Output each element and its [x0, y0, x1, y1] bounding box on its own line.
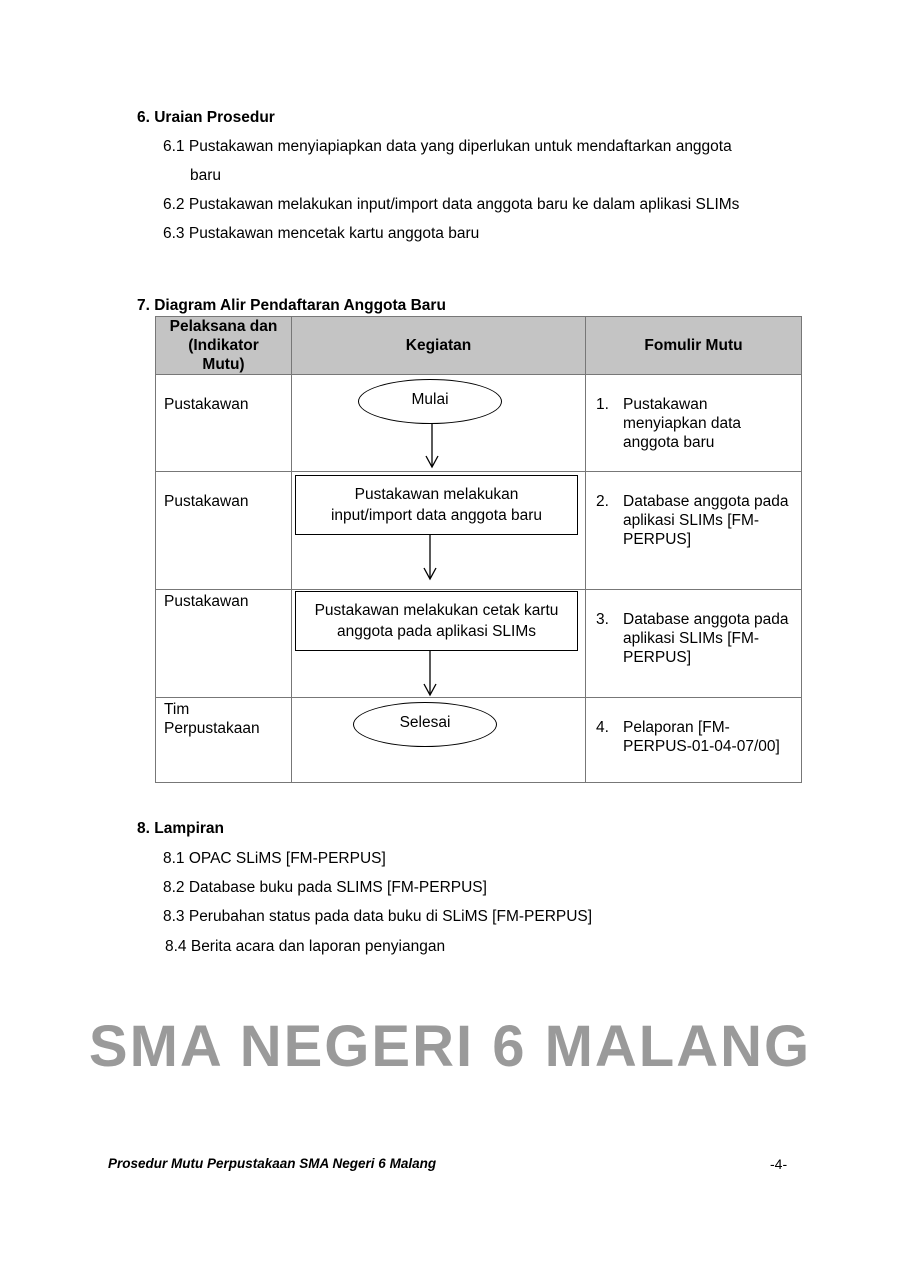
section-8-item: 8.3 Perubahan status pada data buku di SLiMS [FM-PERPUS] — [163, 908, 593, 925]
section-8-item: 8.1 OPAC SLiMS [FM-PERPUS] — [163, 850, 386, 867]
pelaksana-cell: Pustakawan — [156, 375, 292, 472]
footer-title: Prosedur Mutu Perpustakaan SMA Negeri 6 Malang — [108, 1156, 437, 1171]
formulir-item: 3. Database anggota pada aplikasi SLIMs [FM-PERPUS] — [596, 611, 789, 666]
formulir-item: 2. Database anggota pada aplikasi SLIMs [FM-PERPUS] — [596, 493, 789, 548]
process-print-box: Pustakawan melakukan cetak kartu anggota pada aplikasi SLIMs — [295, 591, 578, 651]
formulir-item: 4. Pelaporan [FM-PERPUS-01-04-07/00] — [596, 719, 780, 755]
section-8-item: 8.2 Database buku pada SLIMS [FM-PERPUS] — [163, 879, 487, 896]
section-8-item: 8.4 Berita acara dan laporan penyiangan — [165, 938, 446, 955]
pelaksana-cell: Tim Perpustakaan — [156, 698, 292, 783]
section-7-title: 7. Diagram Alir Pendaftaran Anggota Baru — [137, 297, 446, 314]
process-input-box: Pustakawan melakukan input/import data anggota baru — [295, 475, 578, 535]
header-pelaksana: Pelaksana dan (Indikator Mutu) — [156, 317, 292, 375]
header-formulir: Fomulir Mutu — [586, 317, 802, 375]
start-terminator: Mulai — [358, 379, 502, 424]
end-terminator: Selesai — [353, 702, 497, 747]
section-6-item: 6.2 Pustakawan melakukan input/import data anggota baru ke dalam aplikasi SLIMs — [163, 196, 740, 213]
page-number: -4- — [770, 1156, 788, 1172]
pelaksana-cell: Pustakawan — [156, 472, 292, 590]
header-kegiatan: Kegiatan — [292, 317, 586, 375]
pelaksana-cell: Pustakawan — [156, 590, 292, 698]
section-6-item: baru — [190, 167, 222, 184]
section-8-title: 8. Lampiran — [137, 820, 224, 837]
section-6-item: 6.3 Pustakawan mencetak kartu anggota baru — [163, 225, 480, 242]
formulir-item: 1. Pustakawan menyiapkan data anggota baru — [596, 396, 742, 451]
watermark: SMA NEGERI 6 MALANG — [88, 1014, 812, 1079]
section-6-item: 6.1 Pustakawan menyiapiapkan data yang diperlukan untuk mendaftarkan anggota — [163, 138, 732, 155]
section-6-title: 6. Uraian Prosedur — [137, 109, 275, 126]
